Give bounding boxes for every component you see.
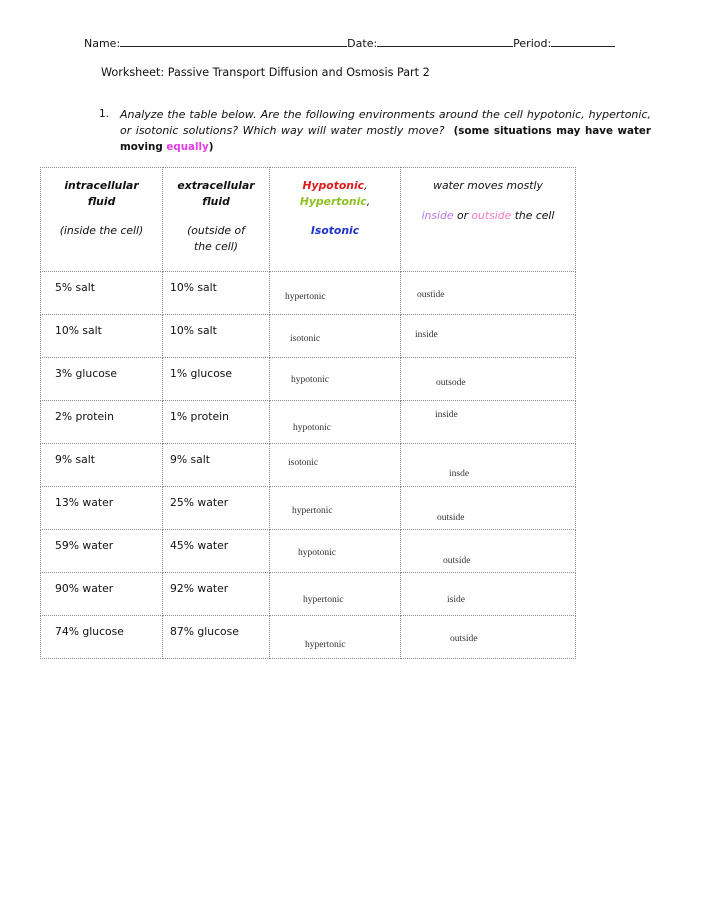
header-extracellular-sub: (outside of the cell) bbox=[187, 224, 245, 253]
header-extracellular bbox=[163, 168, 270, 272]
date-label: Date: bbox=[347, 37, 378, 50]
table-row bbox=[41, 315, 576, 358]
tonicity-answer[interactable]: hypotonic bbox=[291, 375, 329, 385]
table-row bbox=[41, 530, 576, 573]
date-field[interactable] bbox=[377, 38, 513, 47]
movement-answer[interactable]: oustide bbox=[417, 290, 445, 300]
movement-answer[interactable]: outsode bbox=[436, 378, 466, 388]
osmosis-table bbox=[40, 167, 576, 659]
intracellular-value: 90% water bbox=[55, 582, 114, 595]
extracellular-value: 1% glucose bbox=[170, 367, 233, 380]
header-intracellular-title: intracellular fluid bbox=[64, 179, 139, 208]
header-tonicity-iso: Isotonic bbox=[310, 224, 360, 237]
header-intracellular bbox=[41, 168, 163, 272]
note-open: (some situations may have water moving bbox=[120, 125, 651, 153]
table-row bbox=[41, 444, 576, 487]
table-row bbox=[41, 616, 576, 659]
intracellular-value: 59% water bbox=[55, 539, 114, 552]
table-row bbox=[41, 573, 576, 616]
intracellular-value: 2% protein bbox=[55, 410, 114, 423]
header-water-movement bbox=[401, 168, 576, 272]
question-body: Analyze the table below. Are the following environments around the cell hypotonic, hypertonic, or isotonic solutions? Which way will water mostly move? bbox=[120, 108, 651, 137]
table-row bbox=[41, 487, 576, 530]
tonicity-answer[interactable]: hypertonic bbox=[285, 292, 326, 302]
intracellular-value: 74% glucose bbox=[55, 625, 124, 638]
movement-answer[interactable]: outside bbox=[443, 556, 471, 566]
movement-answer[interactable]: inside bbox=[435, 410, 458, 420]
tonicity-answer[interactable]: hypertonic bbox=[292, 506, 333, 516]
name-field[interactable] bbox=[120, 38, 347, 47]
header-extracellular-title: extracellular fluid bbox=[177, 179, 255, 208]
note-close: ) bbox=[208, 141, 214, 153]
extracellular-value: 1% protein bbox=[170, 410, 229, 423]
header-fields bbox=[84, 37, 615, 50]
movement-answer[interactable]: outside bbox=[437, 513, 465, 523]
extracellular-value: 45% water bbox=[170, 539, 229, 552]
tonicity-answer[interactable]: isotonic bbox=[288, 458, 319, 468]
period-label: Period: bbox=[513, 37, 552, 50]
intracellular-value: 13% water bbox=[55, 496, 114, 509]
intracellular-value: 10% salt bbox=[55, 324, 102, 337]
tonicity-answer[interactable]: hypotonic bbox=[298, 548, 336, 558]
question-number: 1. bbox=[99, 108, 110, 120]
period-field[interactable] bbox=[551, 38, 615, 47]
tonicity-answer[interactable]: hypotonic bbox=[293, 423, 331, 433]
extracellular-value: 92% water bbox=[170, 582, 229, 595]
table-header-row bbox=[41, 168, 576, 272]
extracellular-value: 10% salt bbox=[170, 324, 217, 337]
worksheet-title: Worksheet: Passive Transport Diffusion and Osmosis Part 2 bbox=[101, 66, 430, 79]
intracellular-value: 9% salt bbox=[55, 453, 96, 466]
table-row bbox=[41, 272, 576, 315]
tonicity-answer[interactable]: hypertonic bbox=[303, 595, 344, 605]
header-water-line2: inside or outside the cell bbox=[421, 208, 555, 222]
intracellular-value: 5% salt bbox=[55, 281, 96, 294]
header-tonicity-hypo: Hypotonic, bbox=[302, 179, 368, 192]
intracellular-value: 3% glucose bbox=[55, 367, 118, 380]
extracellular-value: 25% water bbox=[170, 496, 229, 509]
table-row bbox=[41, 401, 576, 444]
movement-answer[interactable]: insde bbox=[449, 469, 470, 479]
extracellular-value: 9% salt bbox=[170, 453, 211, 466]
header-intracellular-sub: (inside the cell) bbox=[59, 224, 144, 237]
movement-answer[interactable]: inside bbox=[415, 330, 438, 340]
movement-answer[interactable]: outside bbox=[450, 634, 478, 644]
extracellular-value: 87% glucose bbox=[170, 625, 239, 638]
header-tonicity bbox=[270, 168, 401, 272]
name-label: Name: bbox=[84, 37, 121, 50]
question-text bbox=[120, 107, 651, 155]
header-tonicity-hyper: Hypertonic, bbox=[299, 194, 371, 208]
header-water-line1: water moves mostly bbox=[433, 179, 543, 192]
tonicity-answer[interactable]: isotonic bbox=[290, 334, 321, 344]
table-row bbox=[41, 358, 576, 401]
movement-answer[interactable]: iside bbox=[447, 595, 465, 605]
extracellular-value: 10% salt bbox=[170, 281, 217, 294]
note-highlight: equally bbox=[166, 141, 209, 153]
tonicity-answer[interactable]: hypertonic bbox=[305, 640, 346, 650]
